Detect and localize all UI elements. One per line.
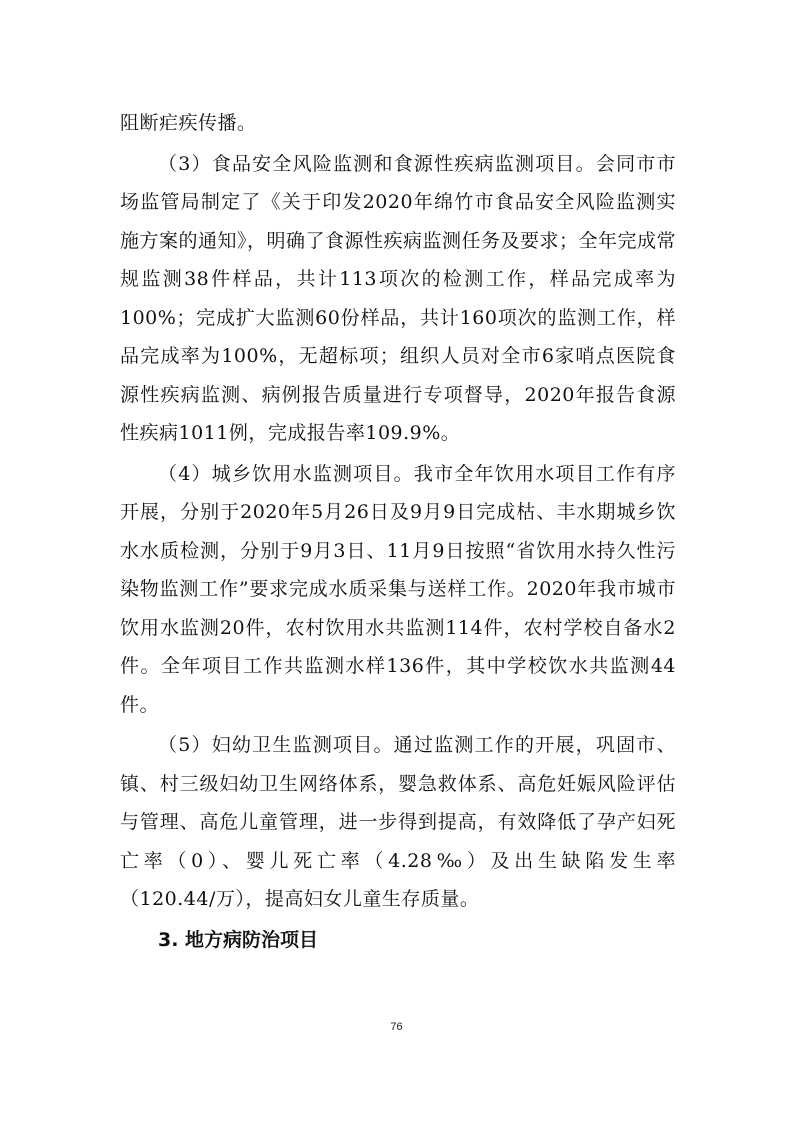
paragraph-maternal-child-health: （5）妇幼卫生监测项目。通过监测工作的开展，巩固市、镇、村三级妇幼卫生网络体系，婴急救体系、高危妊娠风险评估与管理、高危儿童管理，进一步得到提高，有效降低了孕产妇死亡率（0）、婴儿死亡率（4.28‰）及出生缺陷发生率（120.44/万），提高妇女儿童生存质量。: [120, 734, 676, 910]
paragraph-drinking-water: （4）城乡饮用水监测项目。我市全年饮用水项目工作有序开展，分别于2020年5月26日及9月9日完成枯、丰水期城乡饮水水质检测，分别于9月3日、11月9日按照“省饮用水持久性污染物监测工作”要求完成水质采集与送样工作。2020年我市城市饮用水监测20件，农村饮用水共监测114件，农村学校自备水2件。全年项目工作共监测水样136件，其中学校饮水共监测44件。: [120, 462, 676, 716]
body-text: [120, 104, 676, 959]
page-number: 76: [390, 1021, 403, 1033]
paragraph-continuation: 阻断疟疾传播。: [120, 112, 257, 134]
paragraph-food-safety: （3）食品安全风险监测和食源性疾病监测项目。会同市市场监管局制定了《关于印发2020年绵竹市食品安全风险监测实施方案的通知》，明确了食源性疾病监测任务及要求；全年完成常规监测38件样品，共计113项次的检测工作，样品完成率为100%；完成扩大监测60份样品，共计160项次的监测工作，样品完成率为100%，无超标项；组织人员对全市6家哨点医院食源性疾病监测、病例报告质量进行专项督导，2020年报告食源性疾病1011例，完成报告率109.9%。: [120, 152, 677, 444]
section-heading: 3. 地方病防治项目: [158, 928, 319, 951]
